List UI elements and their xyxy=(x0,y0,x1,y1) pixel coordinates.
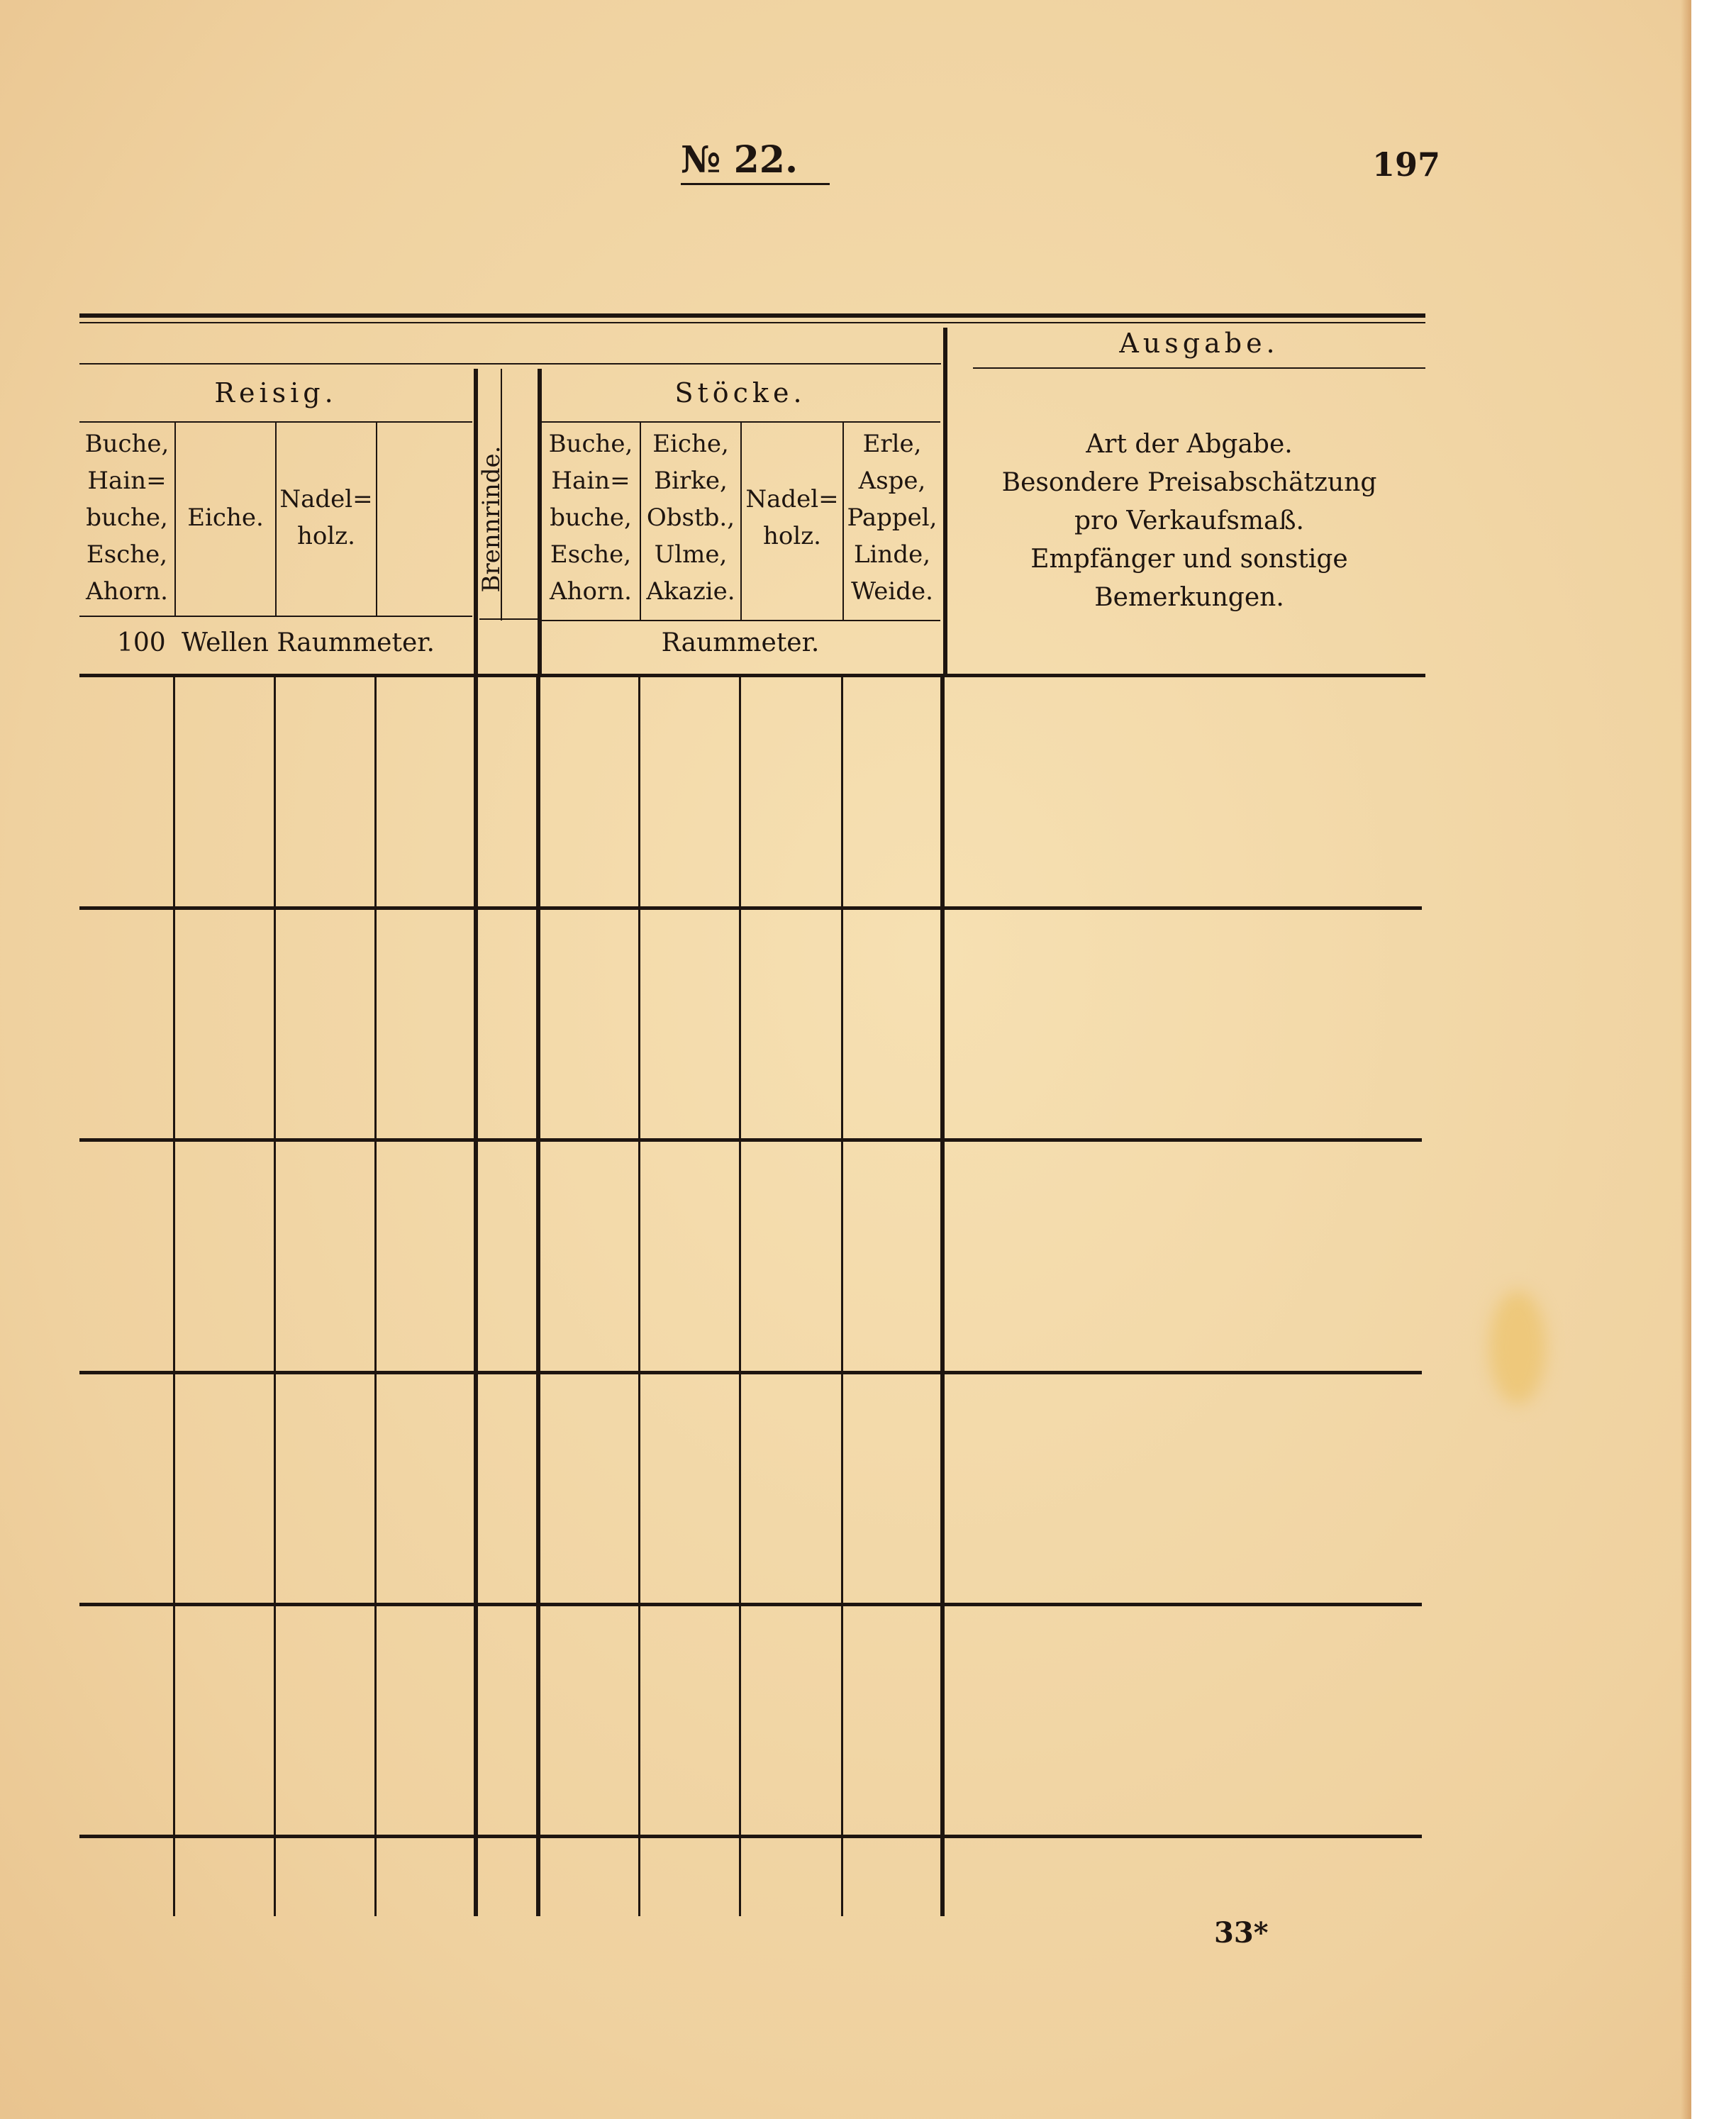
paper-stain xyxy=(1489,1291,1546,1404)
stoecke-col-erle: Erle, Aspe, Pappel, Linde, Weide. xyxy=(847,430,937,606)
body-group-separator xyxy=(536,677,540,1916)
stoecke-unit-label: Raummeter. xyxy=(661,628,820,657)
reisig-col-buche: Buche, Hain= buche, Esche, Ahorn. xyxy=(84,430,169,606)
body-col-line xyxy=(841,677,843,1916)
top-rule-thick xyxy=(79,313,1425,318)
stoecke-title: Stöcke. xyxy=(674,377,806,408)
stoecke-col-nadelholz: Nadel= holz. xyxy=(745,485,839,550)
ausgabe-separator xyxy=(943,328,947,674)
ausgabe-title: Ausgabe. xyxy=(1119,328,1279,359)
row-rule xyxy=(79,674,1425,677)
form-number: № 22. xyxy=(681,138,799,182)
top-rule-thin xyxy=(79,322,1425,323)
stoecke-unit-rule xyxy=(540,620,940,621)
brennrinde-label: Brennrinde. xyxy=(477,445,506,593)
brennrinde-bottom xyxy=(479,618,540,620)
row-rule xyxy=(79,1371,1422,1374)
reisig-unit-rule xyxy=(79,616,472,617)
reisig-unit-count: 100 xyxy=(117,628,166,657)
stoecke-col-eiche: Eiche, Birke, Obstb., Ulme, Akazie. xyxy=(646,430,735,606)
body-col-line xyxy=(638,677,640,1916)
body-col-line xyxy=(274,677,276,1916)
header-rule-left xyxy=(79,363,941,365)
ausgabe-description: Art der Abgabe. Besondere Preisabschätzung pro Verkaufsmaß. Empfänger und sonstige Bemerkungen. xyxy=(1001,430,1377,612)
reisig-title: Reisig. xyxy=(214,377,338,408)
reisig-col-nadelholz: Nadel= holz. xyxy=(279,485,373,550)
signature-mark: 33* xyxy=(1214,1916,1269,1950)
form-number-underline xyxy=(681,183,830,185)
body-col-line xyxy=(173,677,175,1916)
body-col-line xyxy=(374,677,377,1916)
reisig-col-eiche: Eiche. xyxy=(187,504,264,532)
stoecke-col-buche: Buche, Hain= buche, Esche, Ahorn. xyxy=(548,430,633,606)
page-edge-shadow xyxy=(1681,0,1691,2119)
row-rule xyxy=(79,906,1422,910)
body-col-line xyxy=(739,677,741,1916)
row-rule xyxy=(79,1603,1422,1606)
page-number: 197 xyxy=(1372,145,1441,184)
body-group-separator xyxy=(474,677,478,1916)
row-rule xyxy=(79,1138,1422,1142)
scan-margin xyxy=(1691,0,1736,2119)
body-ausgabe-separator xyxy=(940,677,945,1916)
col-line xyxy=(376,423,377,616)
row-rule xyxy=(79,1835,1422,1838)
reisig-unit-label: Wellen Raummeter. xyxy=(182,628,435,657)
header-rule-ausgabe xyxy=(973,367,1425,369)
